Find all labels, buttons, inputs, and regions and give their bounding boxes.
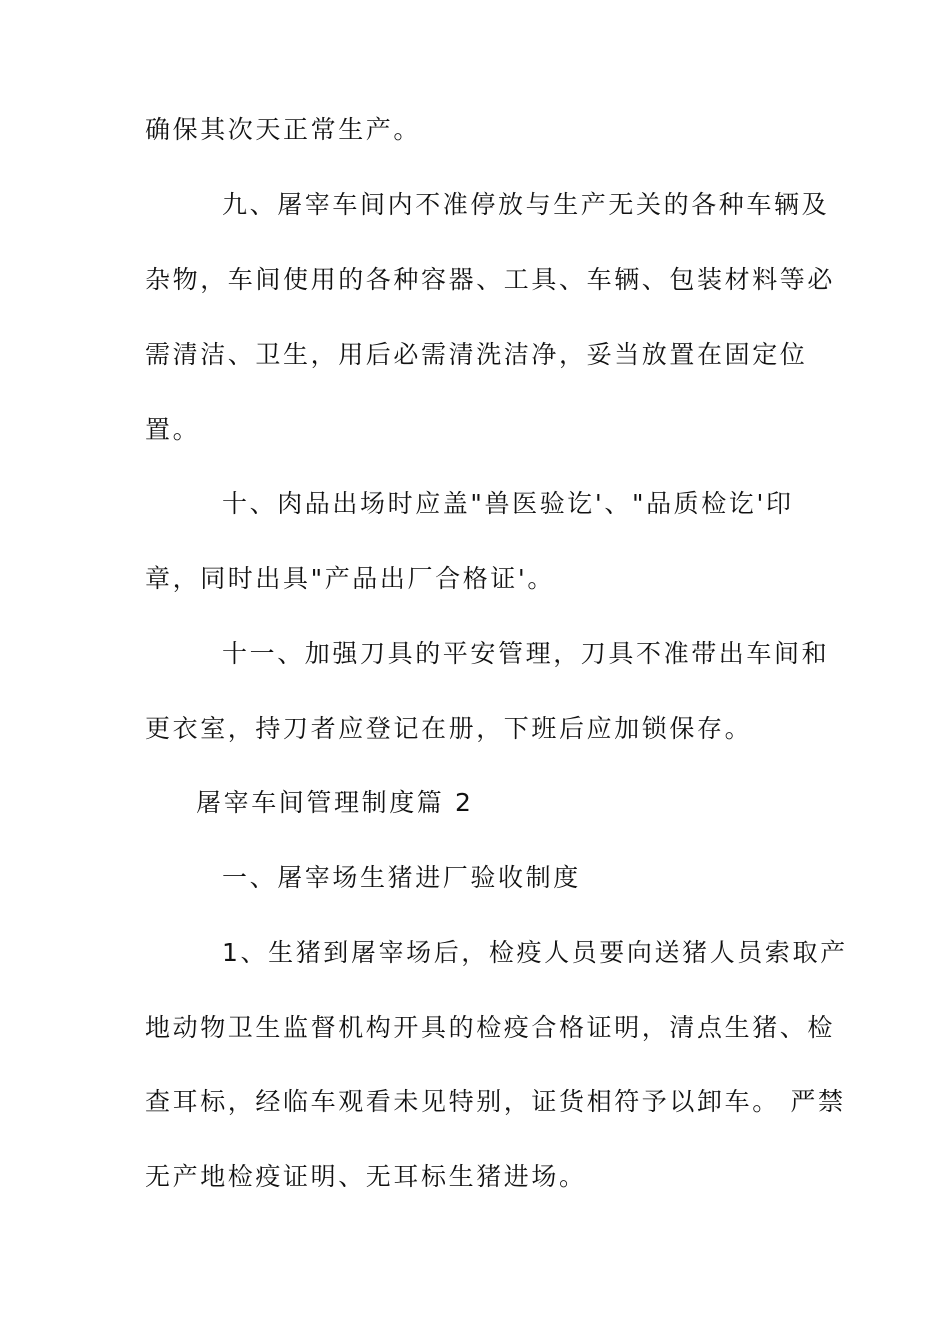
paragraph-10-first-line: 十、肉品出场时应盖"兽医验讫'、"品质检讫'印 bbox=[222, 489, 794, 518]
body-text-line: 更衣室，持刀者应登记在册，下班后应加锁保存。 bbox=[145, 714, 753, 743]
body-text-line: 确保其次天正常生产。 bbox=[145, 115, 422, 144]
body-text-line: 地动物卫生监督机构开具的检疫合格证明，清点生猪、检 bbox=[145, 1013, 836, 1042]
body-text-line: 需清洁、卫生，用后必需清洗洁净，妥当放置在固定位 bbox=[145, 340, 808, 369]
paragraph-11-first-line: 十一、加强刀具的平安管理，刀具不准带出车间和 bbox=[222, 639, 830, 668]
paragraph-1-first-line: 1、生猪到屠宰场后，检疫人员要向送猪人员索取产 bbox=[222, 938, 848, 967]
body-text-line: 章，同时出具"产品出厂合格证'。 bbox=[145, 564, 555, 593]
body-text-line: 置。 bbox=[145, 415, 201, 444]
subsection-heading: 一、屠宰场生猪进厂验收制度 bbox=[222, 863, 581, 892]
section-heading: 屠宰车间管理制度篇 2 bbox=[196, 788, 474, 817]
body-text-line: 无产地检疫证明、无耳标生猪进场。 bbox=[145, 1162, 587, 1191]
body-text-line: 杂物，车间使用的各种容器、工具、车辆、包装材料等必 bbox=[145, 265, 836, 294]
paragraph-9-first-line: 九、屠宰车间内不准停放与生产无关的各种车辆及 bbox=[222, 190, 830, 219]
body-text-line: 查耳标，经临车观看未见特别，证货相符予以卸车。 严禁 bbox=[145, 1087, 846, 1116]
